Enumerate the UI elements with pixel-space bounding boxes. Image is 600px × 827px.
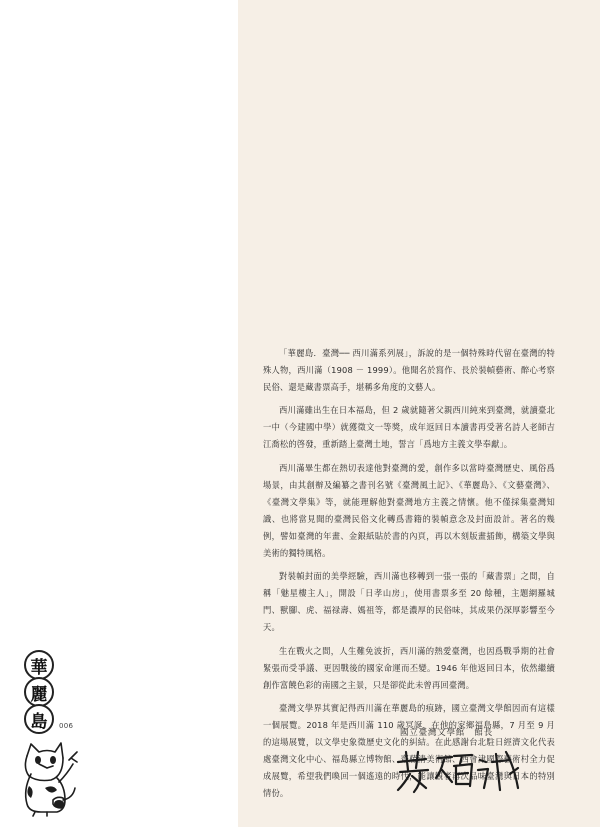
paragraph-5: 生在戰火之間，人生難免波折，西川滿的熱愛臺灣，也因爲戰爭期的社會緊張而受爭議、更因戰後的國家命運而丕變。1946 年他返回日本，依然繼續創作富饒色彩的南國之主景，只是卻從此未曾再回臺灣。 [263, 645, 555, 690]
page-number: 006 [59, 722, 74, 730]
signoff-title: 國立臺灣文學館 館長 [400, 728, 494, 738]
paragraph-2: 西川滿雖出生在日本福島，但 2 歲就隨著父親西川純來到臺灣，就讀臺北一中（今建國中學）就獲徵文一等獎，成年返回日本讀書再受著名詩人老師吉江喬松的啓發，重新踏上臺灣土地，誓言「爲地方主義文學奉獻」。 [263, 405, 555, 450]
logo-char-dao: 島 [24, 704, 54, 734]
paragraph-6: 臺灣文學界其實記得西川滿在華麗島的痕跡，國立臺灣文學館因而有這樣一個展覽。2018 年是西川滿 110 歲冥誕，在他的家鄉福島縣，7 月至 9 月的這場展覽，以文學史象徵歷史文化的糾結。在此感謝台北駐日經濟文化代表處臺灣文化中心、福島縣立博物館、齋藤清美術館、西會津國際藝術村全力促成展覽，希望我們喚回一個遙遠的時代，能讓觀者再次品味臺灣與日本的特別情份。 [263, 702, 555, 799]
paragraph-1: 「華麗島．臺灣── 西川滿系列展」，訴說的是一個特殊時代留在臺灣的特殊人物，西川滿（1908 － 1999）。他聞名於寫作、長於裝幀藝術、醉心考察民俗、還是藏書票高手，堪稱多角度的文藝人。 [263, 348, 555, 393]
director-signature [392, 748, 522, 796]
paragraph-4: 對裝幀封面的美學經驗，西川滿也移轉到一張一張的「藏書票」之間，自稱「魅星樓主人」，開設「日孝山房」，使用書票多至 20 餘種，主題網羅城門、獸腳、虎、福禄壽、媽祖等，都是濃厚的民俗味，其成果仍深厚影響至今天。 [263, 571, 555, 633]
hualidao-seal-logo [24, 650, 58, 732]
cat-illustration-icon [17, 738, 79, 818]
paragraph-3: 西川滿畢生都在熱切表達他對臺灣的愛，創作多以當時臺灣歷史、風俗爲場景，由其創辦及編纂之書刊名號《臺灣風土記》、《華麗島》、《文藝臺灣》、《臺灣文學集》等，就能理解他對臺灣地方主義之情懷。他不僅採集臺灣知識、也將當見聞的臺灣民俗文化轉爲書籍的裝幀意念及封面設計。著名的幾例，譬如臺灣的年畫、金銀紙貼於書的內頁，再以木刻版畫插飾，構築文學與美術的獨特風格。 [263, 462, 555, 559]
logo-char-li: 麗 [24, 677, 54, 707]
logo-char-hua: 華 [24, 650, 54, 680]
foreword-article [263, 345, 555, 808]
